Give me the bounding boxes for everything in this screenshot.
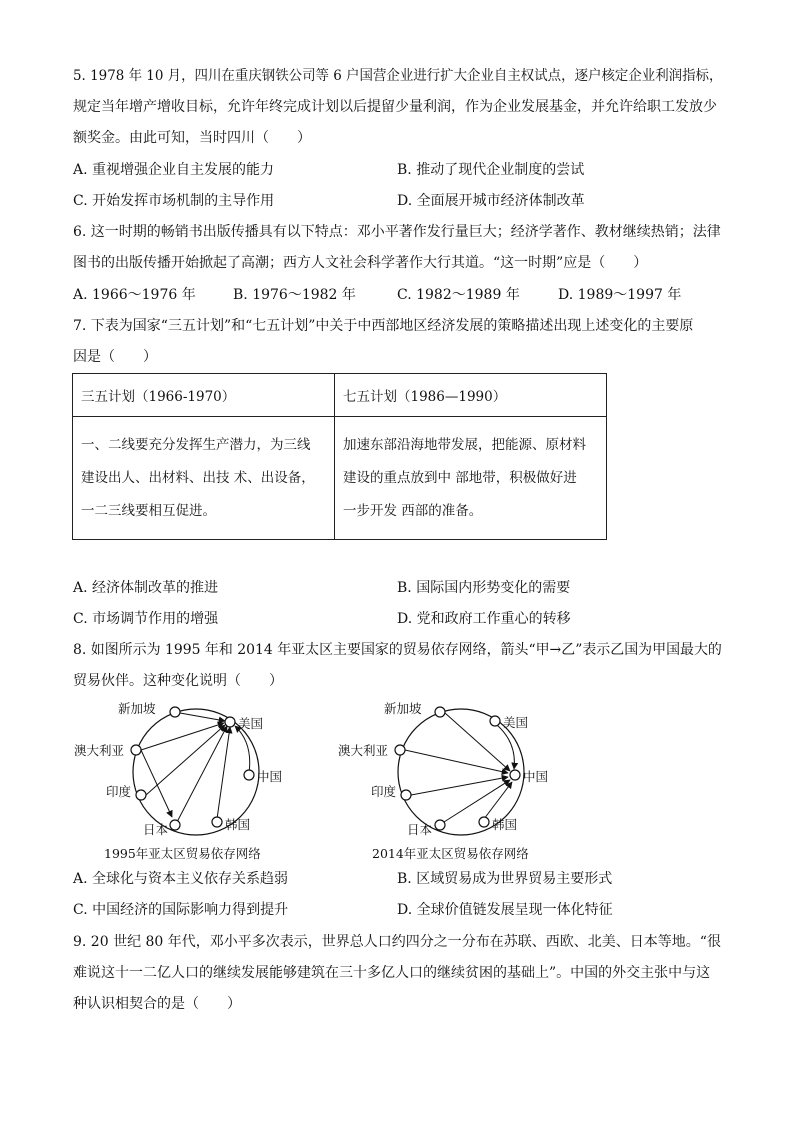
- table-header-five-year-3: 三五计划（1966-1970）: [73, 374, 335, 417]
- arrow-2014-usa-china: [497, 725, 514, 769]
- q7-option-a[interactable]: A. 经济体制改革的推进: [73, 580, 219, 596]
- arrow-1995-australia-japan: [141, 750, 172, 817]
- label-1995-japan: 日本: [143, 822, 169, 837]
- node-2014-usa: [490, 716, 500, 726]
- q9-stem-line-1: 9. 20 世纪 80 年代，邓小平多次表示，世界总人口约四分之一分布在苏联、西欧、北美、日本等地。“很: [73, 934, 721, 950]
- q9-stem-line-3: 种认识相契合的是（ ）: [73, 996, 241, 1012]
- arrow-2014-japan-china: [444, 780, 510, 822]
- label-2014-korea: 韩国: [492, 817, 518, 832]
- node-1995-usa: [225, 717, 235, 727]
- plan-7-line-3: 一步开发 西部的准备。: [343, 503, 483, 519]
- table-cell-plan-7: [335, 417, 607, 540]
- node-2014-australia: [395, 745, 405, 755]
- node-2014-singapore: [435, 707, 445, 717]
- q8-option-c[interactable]: C. 中国经济的国际影响力得到提升: [73, 902, 289, 918]
- table-header-five-year-7: 七五计划（1986—1990）: [335, 374, 607, 417]
- q6-stem-line-1: 6. 这一时期的畅销书出版传播具有以下特点：邓小平著作发行量巨大；经济学著作、教材继续热销；法律: [73, 224, 721, 240]
- q7-stem-line-2: 因是（ ）: [73, 349, 157, 365]
- node-2014-japan: [435, 820, 445, 830]
- q6-option-b[interactable]: B. 1976～1982 年: [233, 287, 356, 303]
- caption-2014: 2014年亚太区贸易依存网络: [372, 846, 529, 861]
- plan-7-line-2: 建设的重点放到中 部地带，积极做好进: [343, 470, 577, 486]
- arrow-1995-singapore-usa: [180, 713, 225, 721]
- node-2014-korea: [479, 817, 489, 827]
- label-1995-india: 印度: [106, 784, 132, 799]
- label-2014-india: 印度: [371, 784, 397, 799]
- label-2014-usa: 美国: [503, 715, 529, 730]
- table-cell-plan-3: [73, 417, 335, 540]
- q8-option-d[interactable]: D. 全球价值链发展呈现一体化特征: [397, 902, 613, 918]
- label-2014-japan: 日本: [407, 822, 433, 837]
- plan-3-line-3: 一二三线要相互促进。: [81, 503, 216, 519]
- q5-stem-line-3: 额奖金。由此可知，当时四川（ ）: [73, 130, 311, 146]
- node-1995-korea: [212, 817, 222, 827]
- node-2014-china: [510, 770, 520, 780]
- arrow-1995-japan-usa: [177, 726, 227, 822]
- arrow-2014-australia-china: [405, 750, 508, 773]
- caption-1995: 1995年亚太区贸易依存网络: [104, 846, 261, 861]
- q5-option-c[interactable]: C. 开始发挥市场机制的主导作用: [73, 193, 275, 209]
- arrow-1995-china-usa: [235, 726, 250, 773]
- q7-option-d[interactable]: D. 党和政府工作重心的转移: [397, 611, 571, 627]
- label-1995-china: 中国: [257, 769, 283, 784]
- q5-stem-line-1: 5. 1978 年 10 月，四川在重庆钢铁公司等 6 户国营企业进行扩大企业自主权试点，逐户核定企业利润指标，: [73, 68, 723, 84]
- q7-stem-line-1: 7. 下表为国家“三五计划”和“七五计划”中关于中西部地区经济发展的策略描述出现上述变化的主要原: [73, 318, 694, 334]
- q5-option-a[interactable]: A. 重视增强企业自主发展的能力: [73, 162, 275, 178]
- node-1995-china: [244, 770, 254, 780]
- q6-option-c[interactable]: C. 1982～1989 年: [397, 287, 520, 303]
- table-row: [73, 417, 607, 540]
- plan-3-line-2: 建设出人、出材料、出技 术、出设备，: [81, 470, 315, 486]
- label-1995-korea: 韩国: [225, 817, 251, 832]
- label-2014-china: 中国: [523, 769, 549, 784]
- q6-option-d[interactable]: D. 1989～1997 年: [558, 287, 682, 303]
- node-1995-australia: [131, 745, 141, 755]
- label-1995-singapore: 新加坡: [118, 701, 156, 716]
- table-header-row: [73, 374, 607, 417]
- network-2014: [338, 701, 548, 837]
- plan-3-line-1: 一、二线要充分发挥生产潜力，为三线: [81, 437, 311, 453]
- q6-stem-line-2: 图书的出版传播开始掀起了高潮；西方人文社会科学著作大行其道。“这一时期”应是（ ）: [73, 255, 648, 271]
- q9-stem-line-2: 难说这十一二亿人口的继续发展能够建筑在三十多亿人口的继续贫困的基础上”。中国的外交主张中与这: [73, 965, 711, 981]
- label-1995-australia: 澳大利亚: [74, 743, 125, 758]
- label-1995-usa: 美国: [238, 716, 264, 731]
- label-2014-singapore: 新加坡: [384, 701, 422, 716]
- q7-option-c[interactable]: C. 市场调节作用的增强: [73, 611, 219, 627]
- network-1995: [74, 701, 282, 837]
- q5-stem-line-2: 规定当年增产增收目标，允许年终完成计划以后提留少量利润，作为企业发展基金，并允许给职工发放少: [73, 99, 717, 115]
- plan-comparison-table: [72, 373, 607, 540]
- node-1995-india: [136, 790, 146, 800]
- q7-option-b[interactable]: B. 国际国内形势变化的需要: [397, 580, 571, 596]
- node-1995-japan: [170, 820, 180, 830]
- q8-stem-line-1: 8. 如图所示为 1995 年和 2014 年亚太区主要国家的贸易依存网络，箭头“甲→乙”表示乙国为甲国最大的: [73, 642, 722, 658]
- label-2014-australia: 澳大利亚: [338, 743, 389, 758]
- q8-option-a[interactable]: A. 全球化与资本主义依存关系趋弱: [73, 871, 289, 887]
- q8-stem-line-2: 贸易伙伴。这种变化说明（ ）: [73, 673, 283, 689]
- plan-7-line-1: 加速东部沿海地带发展，把能源、原材料: [343, 437, 586, 453]
- q8-option-b[interactable]: B. 区域贸易成为世界贸易主要形式: [397, 871, 613, 887]
- node-2014-india: [401, 790, 411, 800]
- q6-option-a[interactable]: A. 1966～1976 年: [73, 287, 196, 303]
- q5-option-b[interactable]: B. 推动了现代企业制度的尝试: [397, 162, 585, 178]
- arrow-2014-india-china: [411, 777, 508, 795]
- node-1995-singapore: [170, 707, 180, 717]
- q5-option-d[interactable]: D. 全面展开城市经济体制改革: [397, 193, 585, 209]
